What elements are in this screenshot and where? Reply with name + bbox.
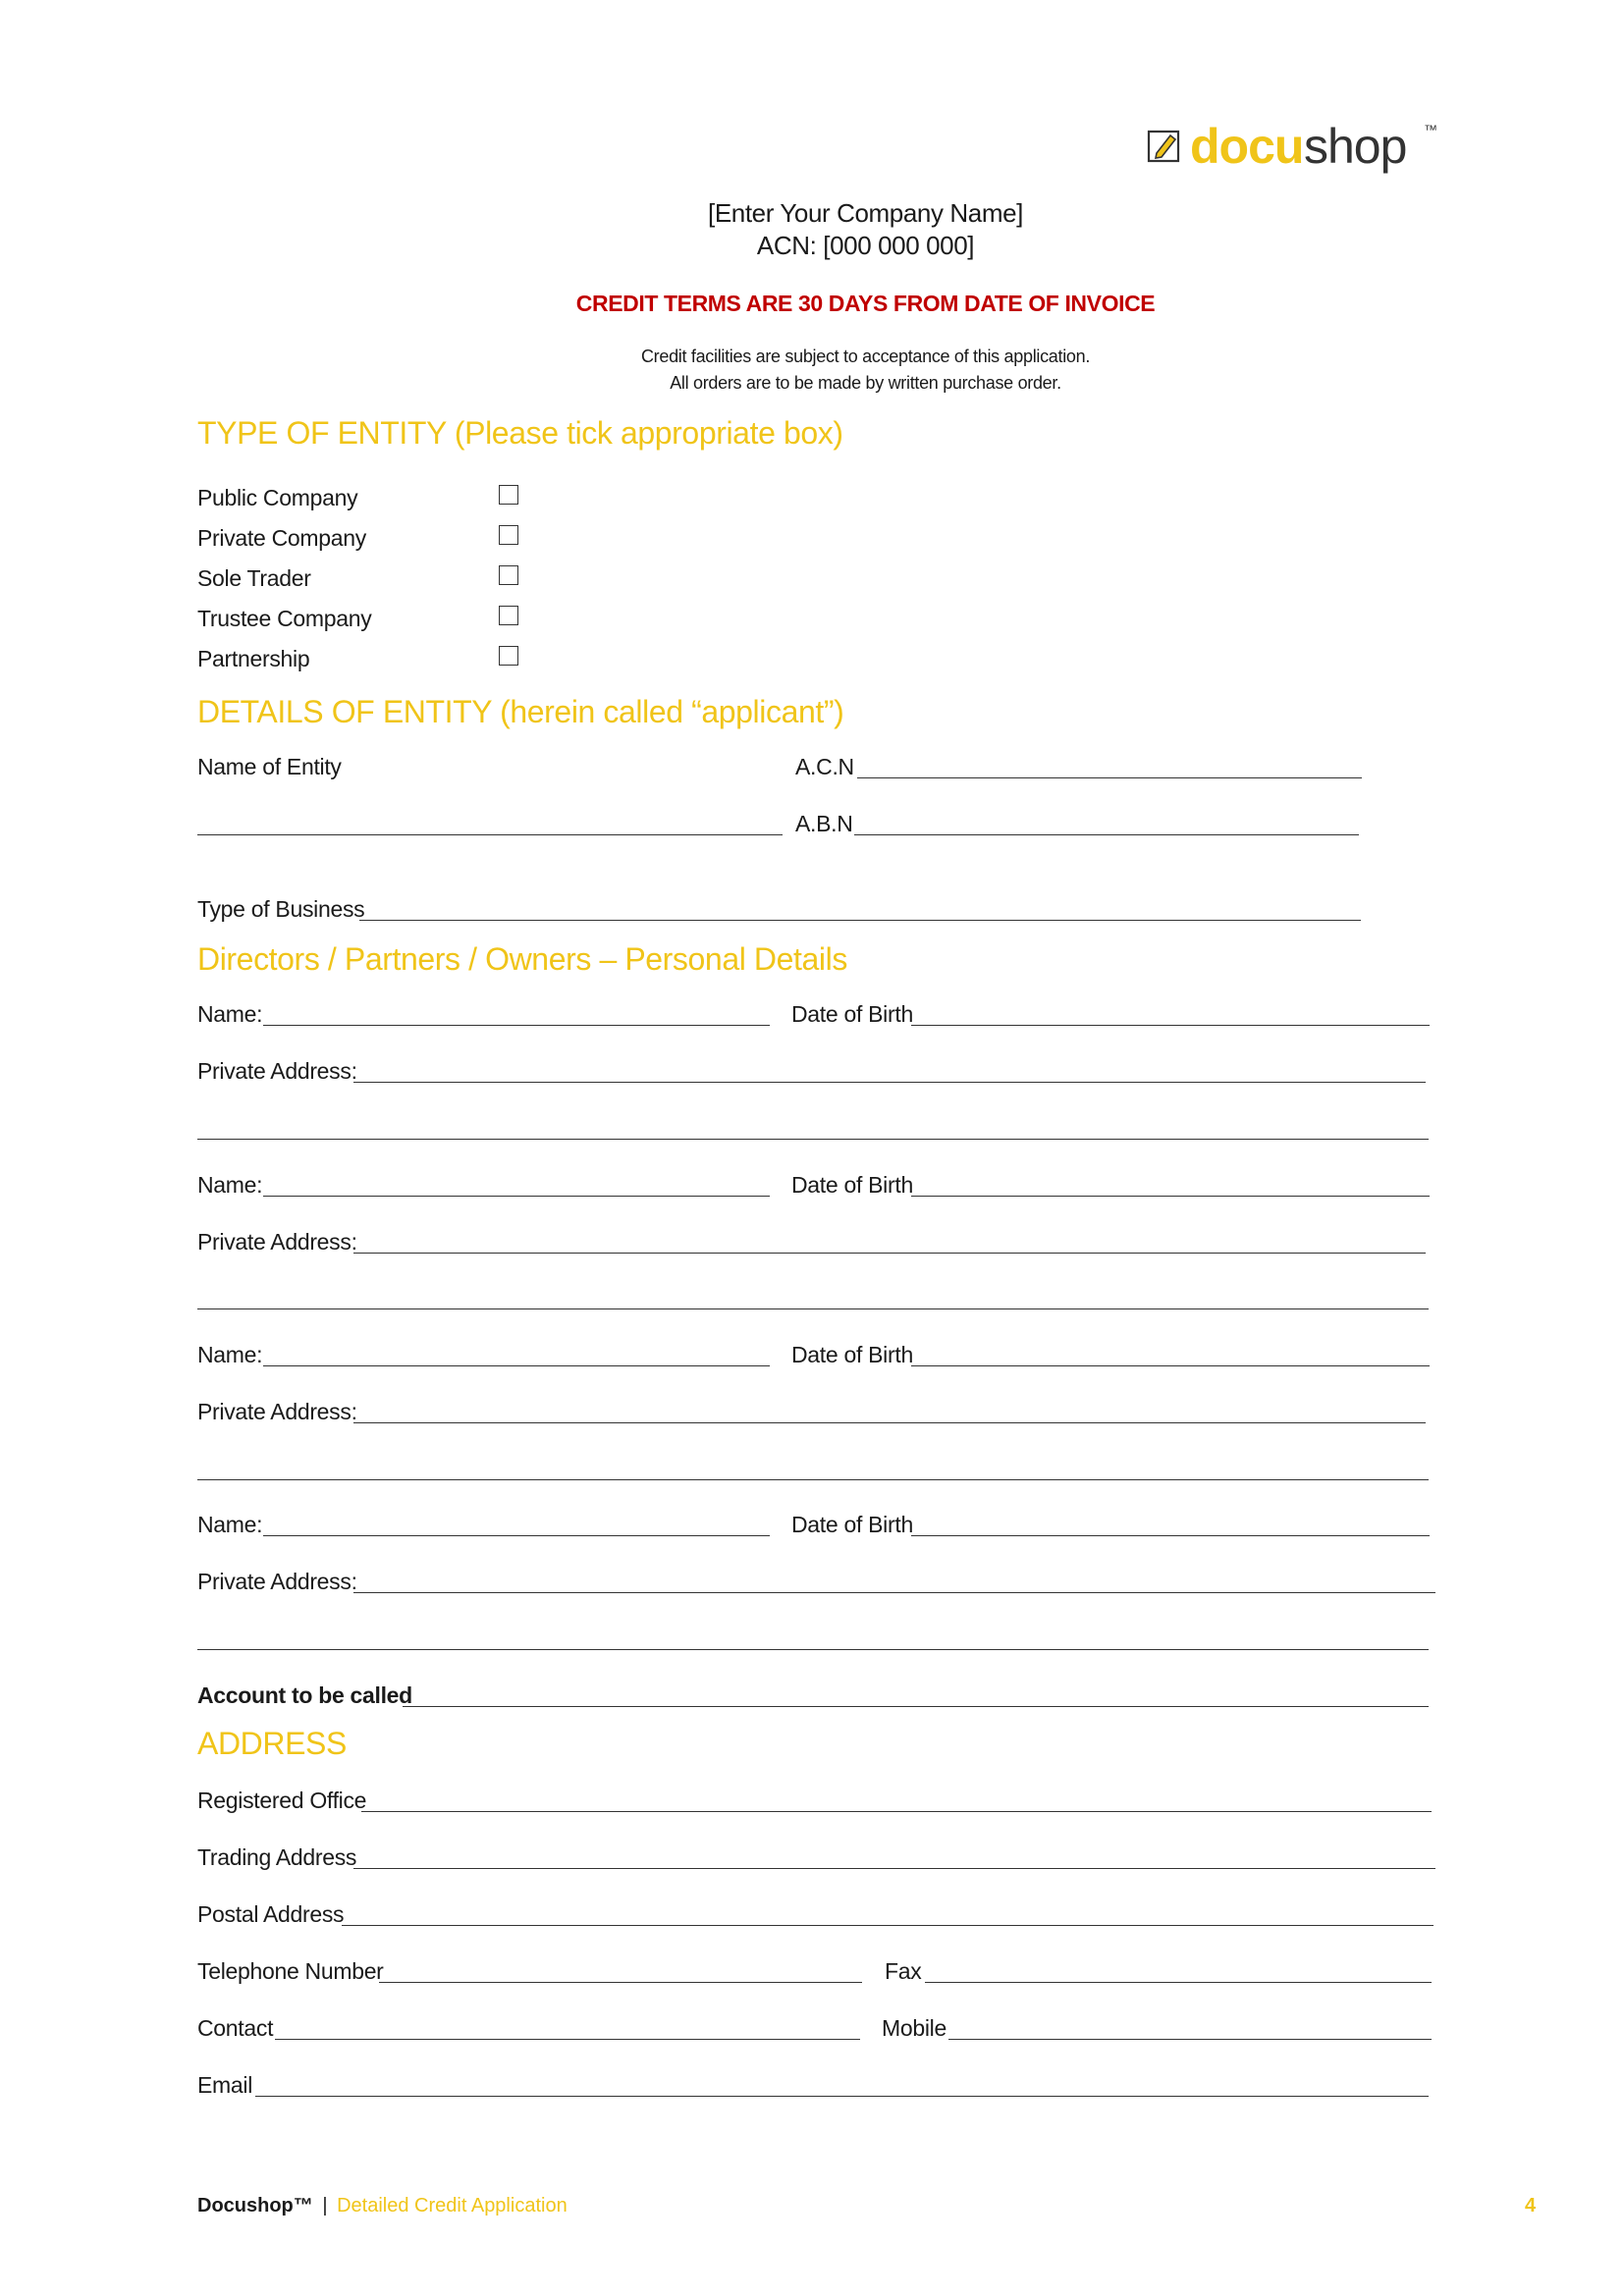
address-heading: ADDRESS <box>197 1726 347 1761</box>
director-address-field[interactable] <box>353 1592 1435 1593</box>
entity-name-label: Name of Entity <box>197 754 342 779</box>
director-name-field[interactable] <box>263 1196 770 1197</box>
contact-field[interactable] <box>275 2039 860 2040</box>
credit-terms: CREDIT TERMS ARE 30 DAYS FROM DATE OF INVOICE <box>575 291 1156 316</box>
logo-text-bold: docu <box>1190 119 1304 174</box>
credit-note-line2: All orders are to be made by written purchase order. <box>670 373 1061 393</box>
acn-label: A.C.N <box>795 754 854 779</box>
acn-line: ACN: [000 000 000] <box>756 231 975 260</box>
account-field[interactable] <box>403 1706 1429 1707</box>
directors-heading: Directors / Partners / Owners – Personal Details <box>197 941 847 977</box>
director-address-label: Private Address: <box>197 1399 357 1424</box>
director-dob-field[interactable] <box>911 1365 1430 1366</box>
postal-address-label: Postal Address <box>197 1901 345 1927</box>
telephone-field[interactable] <box>379 1982 862 1983</box>
trading-address-label: Trading Address <box>197 1844 357 1870</box>
business-type-label: Type of Business <box>197 896 365 922</box>
mobile-field[interactable] <box>948 2039 1432 2040</box>
director-name-field[interactable] <box>263 1365 770 1366</box>
registered-office-label: Registered Office <box>197 1788 367 1813</box>
registered-office-field[interactable] <box>361 1811 1432 1812</box>
sole-trader-checkbox[interactable] <box>499 565 518 585</box>
trading-address-field[interactable] <box>353 1868 1435 1869</box>
footer-separator: | <box>322 2195 328 2216</box>
fax-field[interactable] <box>925 1982 1432 1983</box>
footer <box>197 2195 568 2217</box>
director-name-label: Name: <box>197 1172 263 1198</box>
email-label: Email <box>197 2072 253 2098</box>
telephone-label: Telephone Number <box>197 1958 384 1984</box>
entity-type-heading: TYPE OF ENTITY (Please tick appropriate box) <box>197 415 843 451</box>
mobile-label: Mobile <box>882 2015 947 2041</box>
director-dob-field[interactable] <box>911 1025 1430 1026</box>
director-dob-label: Date of Birth <box>791 1342 913 1367</box>
director-address-field[interactable] <box>353 1422 1426 1423</box>
credit-note-line1: Credit facilities are subject to acceptance of this application. <box>640 347 1091 366</box>
private-company-checkbox[interactable] <box>499 525 518 545</box>
trustee-company-checkbox[interactable] <box>499 606 518 625</box>
partnership-checkbox[interactable] <box>499 646 518 666</box>
entity-details-heading: DETAILS OF ENTITY (herein called “applicant”) <box>197 694 844 729</box>
logo-text-rest: shop <box>1304 119 1407 174</box>
director-name-label: Name: <box>197 1512 263 1537</box>
business-type-field[interactable] <box>359 920 1361 921</box>
director-dob-field[interactable] <box>911 1535 1430 1536</box>
director-name-field[interactable] <box>263 1535 770 1536</box>
director-address-label: Private Address: <box>197 1229 357 1255</box>
director-name-label: Name: <box>197 1001 263 1027</box>
acn-field[interactable] <box>857 777 1362 778</box>
page-number: 4 <box>1525 2195 1537 2216</box>
director-address-field-2[interactable] <box>197 1479 1429 1480</box>
director-address-field[interactable] <box>353 1082 1426 1083</box>
director-dob-label: Date of Birth <box>791 1172 913 1198</box>
contact-label: Contact <box>197 2015 274 2041</box>
director-dob-label: Date of Birth <box>791 1001 913 1027</box>
director-name-label: Name: <box>197 1342 263 1367</box>
director-name-field[interactable] <box>263 1025 770 1026</box>
entity-name-field[interactable] <box>197 834 783 835</box>
entity-option-label: Trustee Company <box>197 606 372 631</box>
footer-brand: Docushop™ <box>197 2195 313 2216</box>
abn-field[interactable] <box>854 834 1359 835</box>
director-address-field-2[interactable] <box>197 1139 1429 1140</box>
entity-option-label: Private Company <box>197 525 366 551</box>
director-address-label: Private Address: <box>197 1569 357 1594</box>
abn-label: A.B.N <box>795 811 853 836</box>
entity-option-label: Public Company <box>197 485 358 510</box>
director-address-field-2[interactable] <box>197 1649 1429 1650</box>
director-address-field[interactable] <box>353 1253 1426 1254</box>
director-dob-field[interactable] <box>911 1196 1430 1197</box>
company-name: [Enter Your Company Name] <box>708 198 1023 228</box>
account-label: Account to be called <box>197 1682 412 1708</box>
director-dob-label: Date of Birth <box>791 1512 913 1537</box>
entity-option-label: Partnership <box>197 646 310 671</box>
logo-trademark: ™ <box>1424 122 1437 137</box>
footer-doc-title: Detailed Credit Application <box>337 2195 568 2216</box>
director-address-label: Private Address: <box>197 1058 357 1084</box>
email-field[interactable] <box>255 2096 1429 2097</box>
fax-label: Fax <box>885 1958 922 1984</box>
pencil-note-icon <box>1147 128 1184 165</box>
postal-address-field[interactable] <box>342 1925 1434 1926</box>
entity-option-label: Sole Trader <box>197 565 311 591</box>
director-address-field-2[interactable] <box>197 1308 1429 1309</box>
public-company-checkbox[interactable] <box>499 485 518 505</box>
